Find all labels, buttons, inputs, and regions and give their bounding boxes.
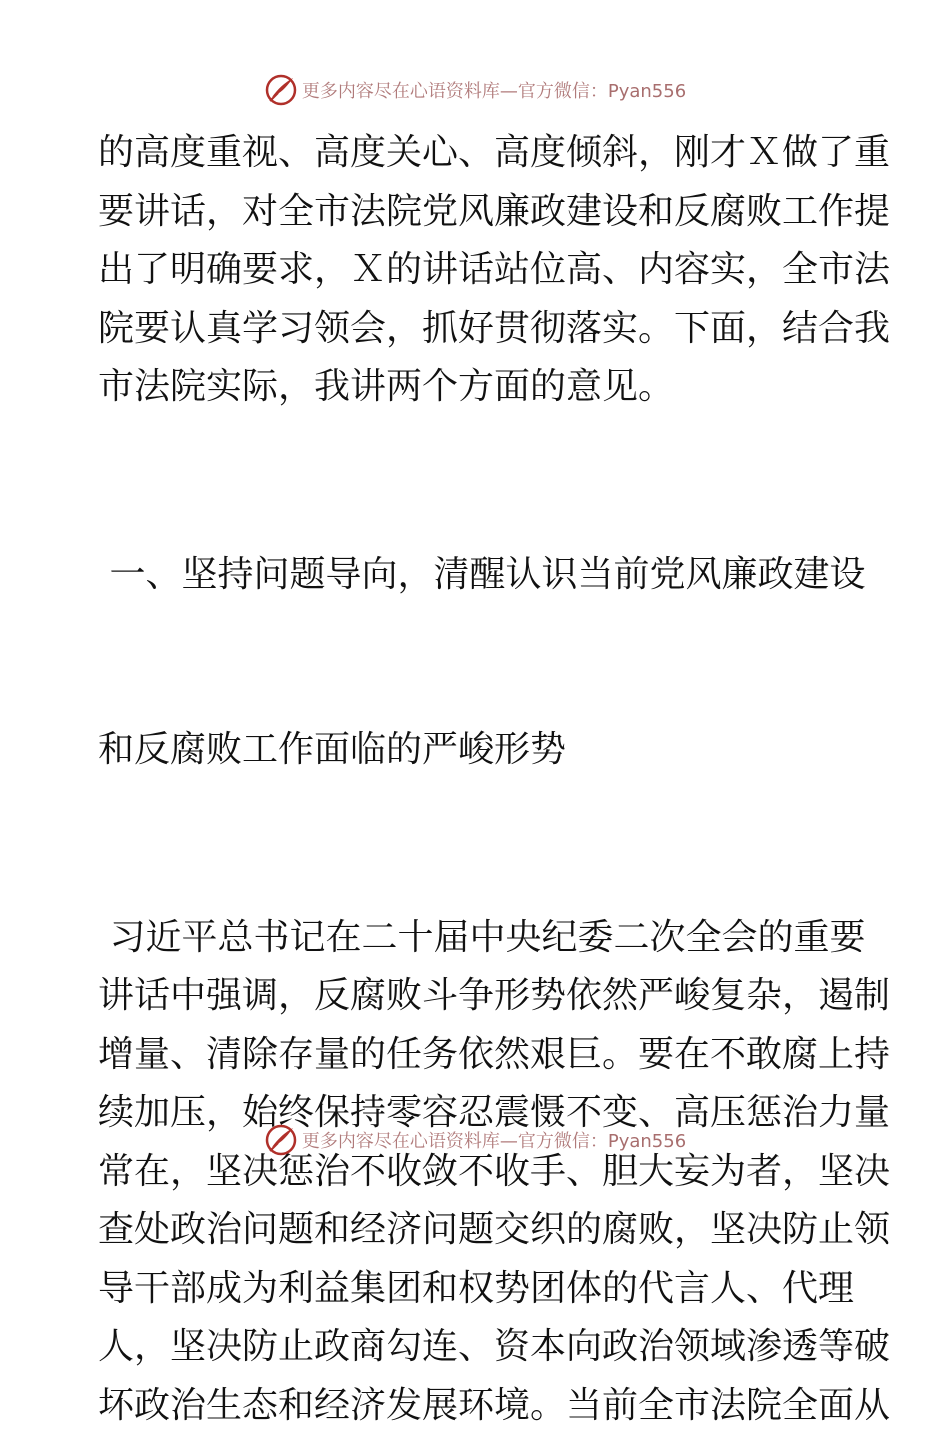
text-line: 习近平总书记在二十届中央纪委二次全会的重要 <box>98 909 850 968</box>
watermark-separator: — <box>500 1131 518 1152</box>
document-body <box>98 124 850 1435</box>
text-line: 人，坚决防止政商勾连、资本向政治领域渗透等破 <box>98 1318 850 1377</box>
heading-line: 和反腐败工作面临的严峻形势 <box>98 721 850 780</box>
watermark-header <box>0 70 950 110</box>
watermark-wechat-label: 官方微信： <box>518 1131 608 1152</box>
text-line: 坏政治生态和经济发展环境。当前全市法院全面从 <box>98 1377 850 1435</box>
text-line: 讲话中强调，反腐败斗争形势依然严峻复杂，遏制 <box>98 967 850 1026</box>
text-line: 院要认真学习领会，抓好贯彻落实。下面，结合我 <box>98 300 850 359</box>
watermark-separator: — <box>500 81 518 102</box>
section-heading <box>98 429 850 897</box>
watermark-footer <box>0 1120 950 1160</box>
text-line: 导干部成为利益集团和权势团体的代言人、代理 <box>98 1260 850 1319</box>
watermark-site-text: 更多内容尽在心语资料库 <box>302 81 500 102</box>
text-line: 出了明确要求，Ｘ的讲话站位高、内容实，全市法 <box>98 241 850 300</box>
text-line: 的高度重视、高度关心、高度倾斜，刚才Ｘ做了重 <box>98 124 850 183</box>
heading-line: 一、坚持问题导向，清醒认识当前党风廉政建设 <box>98 546 850 605</box>
paragraph-2 <box>98 909 850 1435</box>
text-line: 续加压，始终保持零容忍震慑不变、高压惩治力量 <box>98 1084 850 1143</box>
text-line: 市法院实际，我讲两个方面的意见。 <box>98 358 850 417</box>
feather-logo-icon <box>264 1123 298 1157</box>
text-line: 增量、清除存量的任务依然艰巨。要在不敢腐上持 <box>98 1026 850 1085</box>
watermark-site-text: 更多内容尽在心语资料库 <box>302 1131 500 1152</box>
watermark-text <box>302 1127 686 1153</box>
watermark-wechat-id: Pyan556 <box>608 81 686 102</box>
feather-logo-icon <box>264 73 298 107</box>
watermark-wechat-label: 官方微信： <box>518 81 608 102</box>
text-line: 查处政治问题和经济问题交织的腐败，坚决防止领 <box>98 1201 850 1260</box>
text-line: 要讲话，对全市法院党风廉政建设和反腐败工作提 <box>98 183 850 242</box>
watermark-wechat-id: Pyan556 <box>608 1131 686 1152</box>
text-line: 常在，坚决惩治不收敛不收手、胆大妄为者，坚决 <box>98 1143 850 1202</box>
paragraph-1 <box>98 124 850 417</box>
watermark-text <box>302 77 686 103</box>
